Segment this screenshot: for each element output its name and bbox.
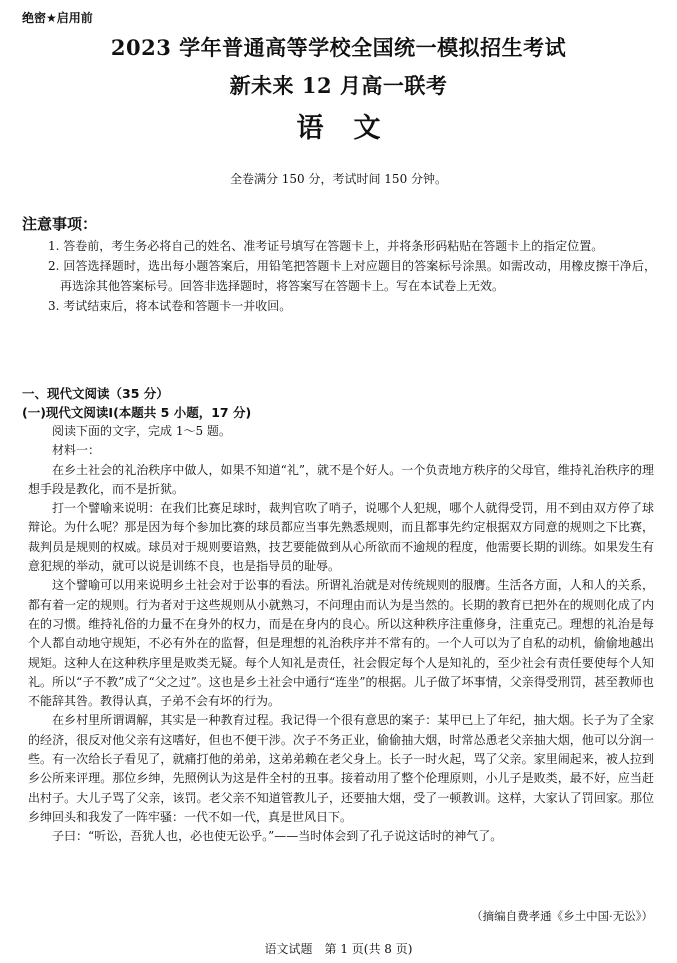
passage-paragraph: 打一个譬喻来说明：在我们比赛足球时，裁判官吹了哨子，说哪个人犯规，哪个人就得受罚，用不到由双方停了球辩论。为什么呢？那是因为每个参加比赛的球员都应当事先熟悉规则，而且都事先约定根据双方同意的规则之下比赛，裁判员是规则的权威。球员对于规则要谙熟，技艺要能做到从心所欲而不逾规的程度，他需要长期的训练。如果发生有意犯规的举动，就可以说是训练不良，也是指导员的耻辱。: [28, 501, 654, 574]
secret-label: 绝密★启用前: [22, 11, 93, 25]
notice-item-2: 2. 回答选择题时，选出每小题答案后，用铅笔把答题卡上对应题目的答案标号涂黑。如需改动，用橡皮擦干净后，再选涂其他答案标号。回答非选择题时，将答案写在答题卡上。写在本试卷上无效。: [48, 259, 656, 293]
material-label: 材料一：: [52, 443, 101, 458]
section-heading: 一、现代文阅读（35 分）: [22, 386, 169, 401]
exam-title: 2023 学年普通高等学校全国统一模拟招生考试: [110, 35, 567, 60]
passage-paragraph: 这个譬喻可以用来说明乡土社会对于讼事的看法。所谓礼治就是对传统规则的服膺。生活各方面，人和人的关系，都有着一定的规则。行为者对于这些规则从小就熟习，不问理由而认为是当然的。长期的教育已把外在的规则化成了内在的习惯。维持礼俗的力量不在身外的权力，而是在身内的良心。所以这种秩序注重修身，注重克己。理想的礼治是每个人都自动地守规矩，不必有外在的监督，但是理想的礼治秩序并不常有的。一个人可以为了自私的动机，偷偷地越出规矩。这种人在这种秩序里是败类无疑。每个人知礼是责任，社会假定每个人是知礼的，至少社会有责任要使每个人知礼。所以“子不教”成了“父之过”。这也是乡土社会中通行“连坐”的根据。儿子做了坏事情，父亲得受刑罚，甚至教师也不能辞其咎。教得认真，子弟不会有坏的行为。: [28, 578, 654, 709]
score-time-line: 全卷满分 150 分，考试时间 150 分钟。: [229, 172, 448, 186]
reading-passage: [28, 422, 654, 847]
instruction: 阅读下面的文字，完成 1～5 题。: [52, 424, 231, 438]
notice-list: [48, 236, 656, 316]
notice-heading: 注意事项：: [22, 215, 98, 233]
source-citation: （摘编自费孝通《乡土中国·无讼》）: [471, 909, 653, 923]
notice-item-1: 1. 答卷前，考生务必将自己的姓名、准考证号填写在答题卡上，并将条形码粘贴在答题卡上的指定位置。: [48, 239, 604, 253]
passage-paragraph: 在乡村里所谓调解，其实是一种教育过程。我记得一个很有意思的案子：某甲已上了年纪，抽大烟。长子为了全家的经济，很反对他父亲有这嗜好，但也不便干涉。次子不务正业，偷偷抽大烟，时常怂恿老父亲抽大烟，他可以分润一些。有一次给长子看见了，就痛打他的弟弟，这弟弟赖在老父身上。长子一时火起，骂了父亲。家里闹起来，被人拉到乡公所来评理。那位乡绅，先照例认为这是件全村的丑事。接着动用了整个伦理原则，小儿子是败类，最不好，应当赶出村子。大儿子骂了父亲，该罚。老父亲不知道管教儿子，还要抽大烟，受了一顿教训。这样，大家认了罚回家。那位乡绅回头和我发了一阵牢骚：一代不如一代，真是世风日下。: [28, 713, 654, 824]
passage-paragraph: 子曰：“听讼，吾犹人也，必也使无讼乎。”——当时体会到了孔子说这话时的神气了。: [52, 829, 503, 844]
passage-paragraph: 在乡土社会的礼治秩序中做人，如果不知道“礼”，就不是个好人。一个负责地方秩序的父母官，维持礼治秩序的理想手段是教化，而不是折狱。: [28, 462, 654, 496]
exam-subtitle: 新未来 12 月高一联考: [229, 73, 448, 98]
subsection-heading: (一)现代文阅读Ⅰ(本题共 5 小题，17 分): [22, 405, 252, 420]
subject-title: 语文: [296, 113, 411, 144]
notice-item-3: 3. 考试结束后，将本试卷和答题卡一并收回。: [48, 299, 292, 313]
page-footer: 语文试题 第 1 页(共 8 页): [264, 942, 413, 956]
